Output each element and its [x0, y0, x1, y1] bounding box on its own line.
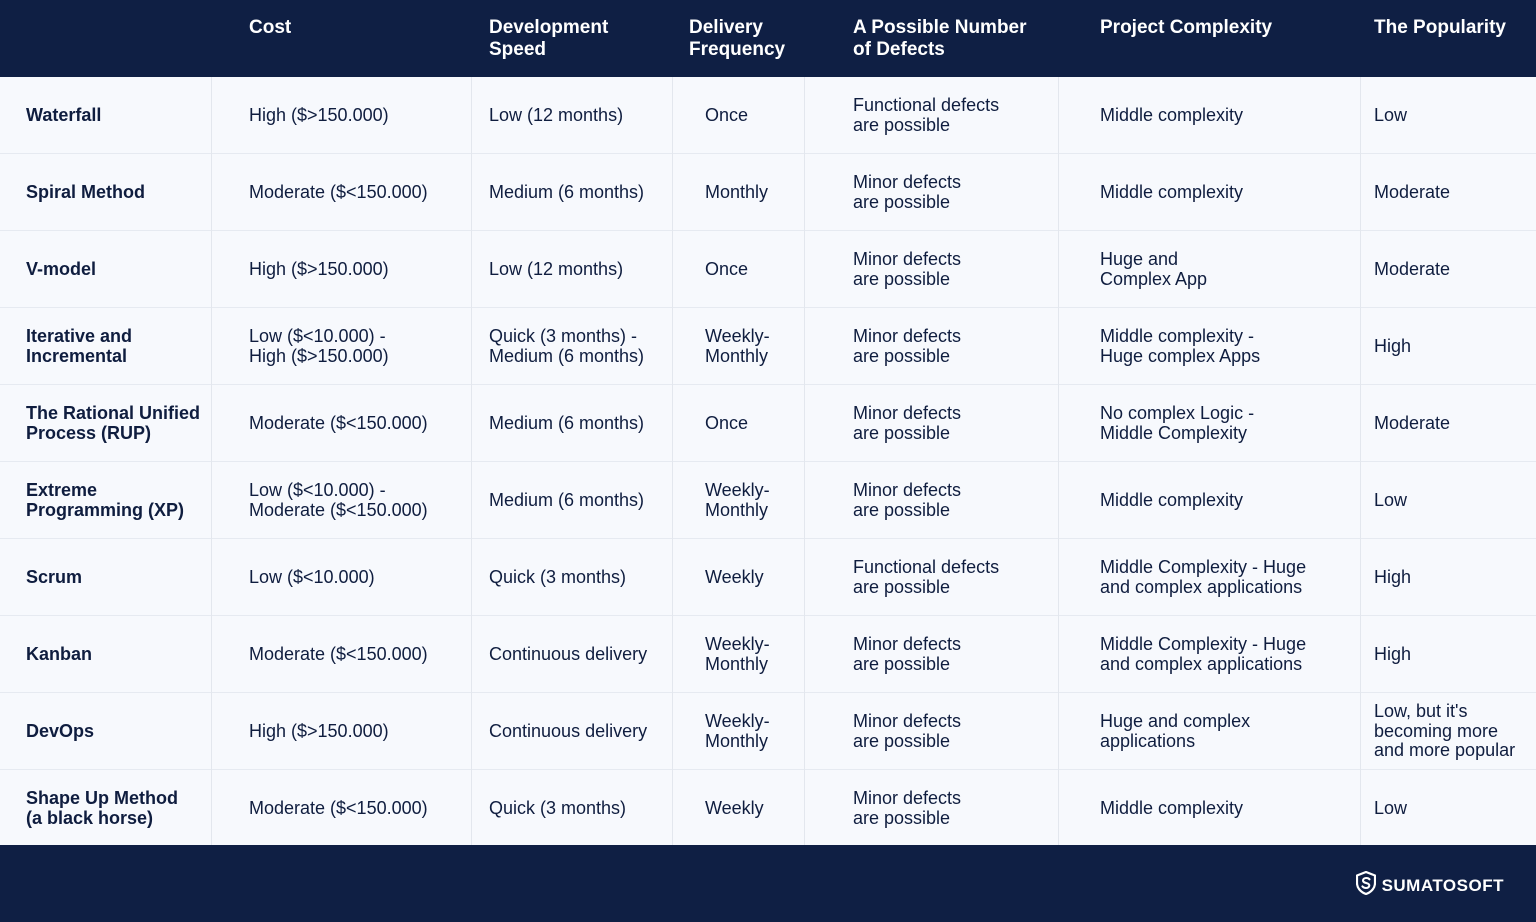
- cell-cost: High ($>150.000): [249, 258, 389, 279]
- cell-development-speed: Low (12 months): [489, 104, 624, 125]
- cell-project-complexity: Huge and Complex App: [1100, 249, 1208, 289]
- cell-cost: Moderate ($<150.000): [249, 797, 428, 818]
- cell-defects: Minor defects are possible: [853, 480, 962, 520]
- column-divider: [804, 77, 805, 845]
- cell-popularity: Low, but it's becoming more and more popular: [1374, 701, 1516, 761]
- table-row: [0, 154, 1536, 231]
- table-row: [0, 308, 1536, 385]
- column-divider: [672, 77, 673, 845]
- cell-defects: Minor defects are possible: [853, 403, 962, 443]
- cell-popularity: Moderate: [1374, 412, 1451, 433]
- column-divider: [471, 77, 472, 845]
- shield-s-icon: [1356, 871, 1376, 900]
- cell-popularity: Low: [1374, 489, 1408, 510]
- cell-method: Shape Up Method (a black horse): [26, 788, 178, 828]
- header-col-project-complexity: Project Complexity: [1100, 17, 1273, 38]
- column-divider: [1058, 77, 1059, 845]
- cell-method: Spiral Method: [26, 181, 146, 202]
- cell-defects: Minor defects are possible: [853, 172, 962, 212]
- cell-project-complexity: Middle Complexity - Huge and complex applications: [1100, 557, 1307, 597]
- cell-popularity: Low: [1374, 104, 1408, 125]
- cell-defects: Functional defects are possible: [853, 95, 1000, 135]
- cell-project-complexity: Middle complexity: [1100, 489, 1244, 510]
- cell-cost: Moderate ($<150.000): [249, 412, 428, 433]
- table-row: [0, 462, 1536, 539]
- cell-development-speed: Medium (6 months): [489, 181, 645, 202]
- cell-delivery-frequency: Weekly- Monthly: [705, 326, 770, 366]
- table-row: [0, 693, 1536, 770]
- cell-cost: Moderate ($<150.000): [249, 181, 428, 202]
- cell-cost: Low ($<10.000) - Moderate ($<150.000): [249, 480, 428, 520]
- cell-project-complexity: Middle complexity: [1100, 797, 1244, 818]
- sumatosoft-logo: [1356, 871, 1504, 900]
- cell-defects: Minor defects are possible: [853, 249, 962, 289]
- header-col-delivery-frequency: Delivery Frequency: [689, 17, 786, 60]
- cell-project-complexity: Middle Complexity - Huge and complex applications: [1100, 634, 1307, 674]
- cell-project-complexity: No complex Logic - Middle Complexity: [1100, 403, 1255, 443]
- table-row: [0, 385, 1536, 462]
- header-col-popularity: The Popularity: [1374, 17, 1506, 38]
- cell-development-speed: Quick (3 months): [489, 566, 627, 587]
- cell-delivery-frequency: Weekly- Monthly: [705, 711, 770, 751]
- cell-delivery-frequency: Weekly- Monthly: [705, 480, 770, 520]
- cell-defects: Minor defects are possible: [853, 634, 962, 674]
- cell-method: Scrum: [26, 566, 83, 587]
- cell-popularity: High: [1374, 335, 1412, 356]
- cell-delivery-frequency: Once: [705, 104, 749, 125]
- cell-development-speed: Quick (3 months) - Medium (6 months): [489, 326, 645, 366]
- cell-project-complexity: Huge and complex applications: [1100, 711, 1251, 751]
- cell-method: The Rational Unified Process (RUP): [26, 403, 201, 443]
- column-divider: [1360, 77, 1361, 845]
- cell-defects: Minor defects are possible: [853, 326, 962, 366]
- cell-development-speed: Low (12 months): [489, 258, 624, 279]
- cell-popularity: Moderate: [1374, 181, 1451, 202]
- logo-text: SUMATOSOFT: [1381, 875, 1504, 895]
- cell-development-speed: Quick (3 months): [489, 797, 627, 818]
- header-col-cost: Cost: [249, 17, 292, 38]
- cell-cost: High ($>150.000): [249, 104, 389, 125]
- cell-defects: Functional defects are possible: [853, 557, 1000, 597]
- cell-delivery-frequency: Once: [705, 258, 749, 279]
- cell-development-speed: Continuous delivery: [489, 643, 648, 664]
- cell-cost: Low ($<10.000): [249, 566, 375, 587]
- cell-method: DevOps: [26, 720, 95, 741]
- cell-method: Extreme Programming (XP): [26, 480, 185, 520]
- table-row: [0, 231, 1536, 308]
- cell-method: Waterfall: [26, 104, 102, 125]
- cell-delivery-frequency: Monthly: [705, 181, 769, 202]
- cell-popularity: High: [1374, 566, 1412, 587]
- table-row: [0, 616, 1536, 693]
- table-header: [0, 0, 1536, 77]
- cell-method: V-model: [26, 258, 97, 279]
- header-col-defects: A Possible Number of Defects: [853, 17, 1027, 60]
- cell-cost: Moderate ($<150.000): [249, 643, 428, 664]
- cell-defects: Minor defects are possible: [853, 788, 962, 828]
- cell-delivery-frequency: Weekly: [705, 797, 764, 818]
- column-divider: [211, 77, 212, 845]
- cell-delivery-frequency: Weekly- Monthly: [705, 634, 770, 674]
- cell-method: Kanban: [26, 643, 93, 664]
- cell-cost: Low ($<10.000) - High ($>150.000): [249, 326, 389, 366]
- table-row: [0, 539, 1536, 616]
- cell-development-speed: Medium (6 months): [489, 412, 645, 433]
- cell-development-speed: Medium (6 months): [489, 489, 645, 510]
- table-body: [0, 77, 1536, 845]
- table-row: [0, 770, 1536, 847]
- cell-development-speed: Continuous delivery: [489, 720, 648, 741]
- cell-project-complexity: Middle complexity: [1100, 181, 1244, 202]
- cell-cost: High ($>150.000): [249, 720, 389, 741]
- cell-defects: Minor defects are possible: [853, 711, 962, 751]
- footer: [0, 845, 1536, 922]
- cell-project-complexity: Middle complexity - Huge complex Apps: [1100, 326, 1261, 366]
- cell-popularity: Low: [1374, 797, 1408, 818]
- cell-popularity: Moderate: [1374, 258, 1451, 279]
- cell-method: Iterative and Incremental: [26, 326, 133, 366]
- cell-delivery-frequency: Weekly: [705, 566, 764, 587]
- cell-delivery-frequency: Once: [705, 412, 749, 433]
- cell-project-complexity: Middle complexity: [1100, 104, 1244, 125]
- table-row: [0, 77, 1536, 154]
- cell-popularity: High: [1374, 643, 1412, 664]
- header-col-development-speed: Development Speed: [489, 17, 609, 60]
